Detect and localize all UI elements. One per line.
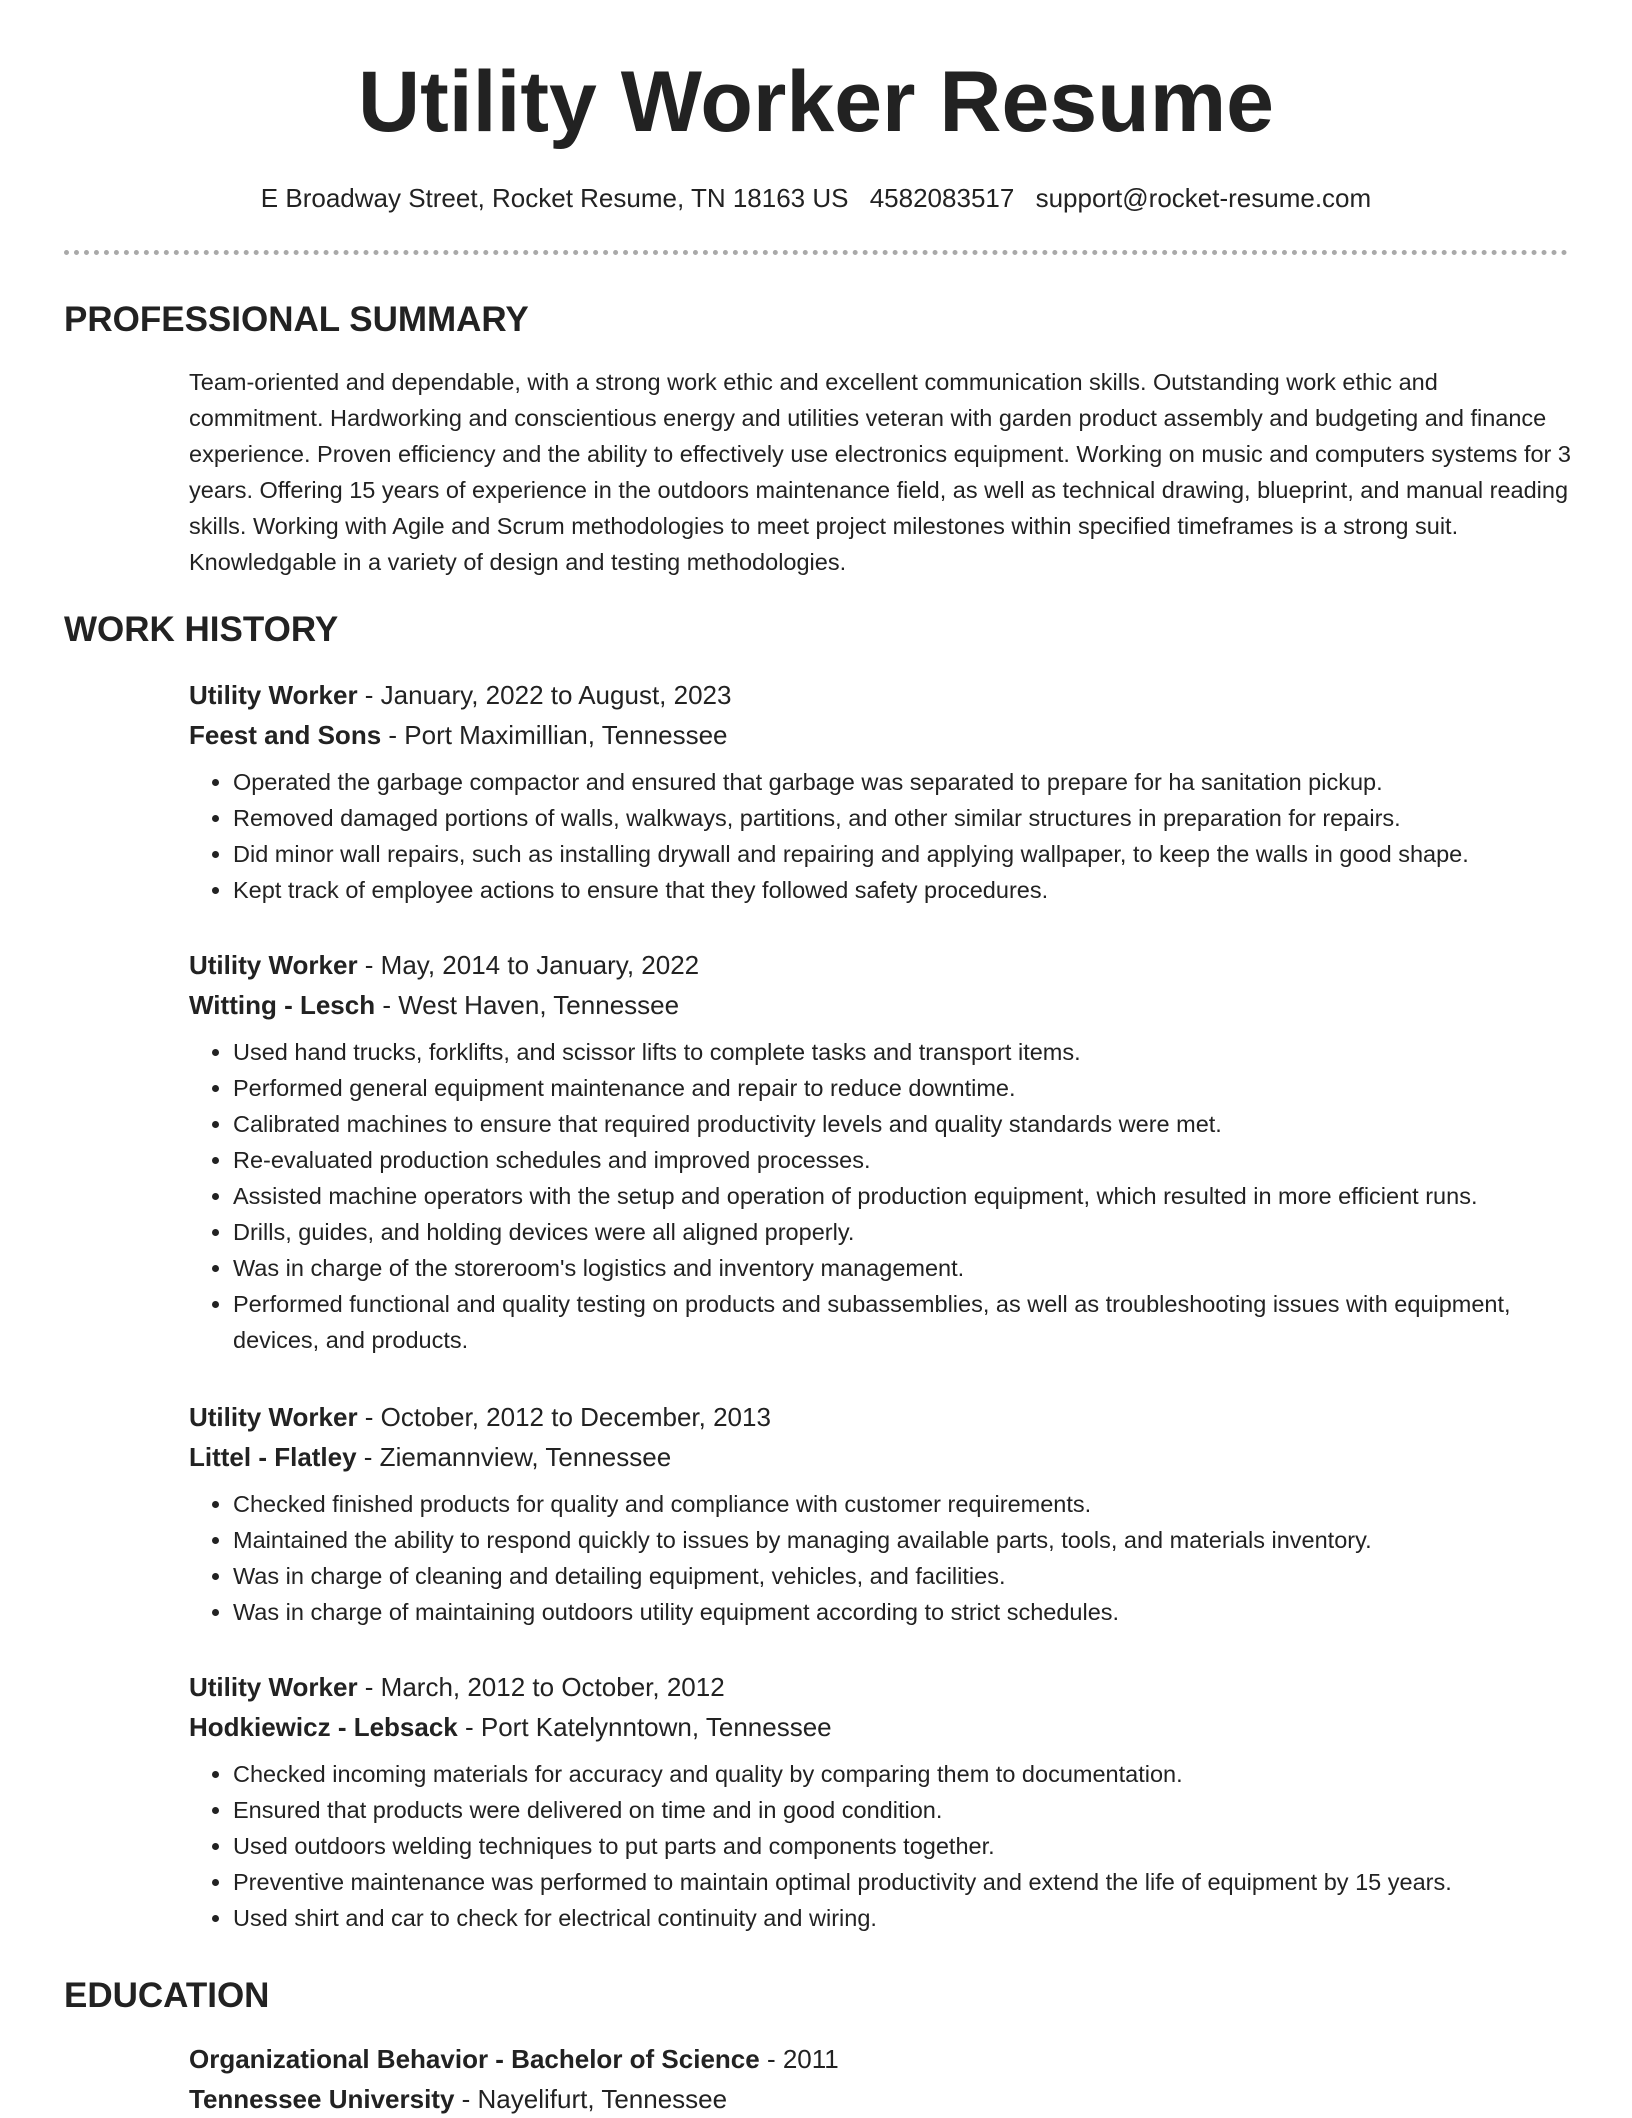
job-bullet: • Ensured that products were delivered on time and in good condition. <box>233 1792 1579 1828</box>
job-location: - Port Katelynntown, Tennessee <box>457 1712 832 1742</box>
resume-title: Utility Worker Resume <box>357 54 1275 150</box>
education-school-line <box>189 2080 1579 2118</box>
job-bullets <box>189 1756 1579 1936</box>
job-bullet: • Drills, guides, and holding devices were all aligned properly. <box>233 1214 1579 1250</box>
job-company-line <box>189 1708 1579 1746</box>
job-title-line <box>189 1668 1579 1706</box>
education-entry <box>189 2040 1579 2118</box>
job-bullets <box>189 1486 1579 1630</box>
job-bullet: • Preventive maintenance was performed to maintain optimal productivity and extend the life of equipment by 15 years. <box>233 1864 1579 1900</box>
job-location: - Ziemannview, Tennessee <box>356 1442 672 1472</box>
job-bullets <box>189 1034 1579 1358</box>
job-title: Utility Worker <box>189 1672 358 1702</box>
job-bullet: • Checked finished products for quality and compliance with customer requirements. <box>233 1486 1579 1522</box>
job-title: Utility Worker <box>189 1402 358 1432</box>
job-bullet: • Performed functional and quality testing on products and subassemblies, as well as troubleshooting issues with equipment, devices, and products. <box>233 1286 1579 1358</box>
education-school: Tennessee University <box>189 2084 455 2114</box>
job-company: Witting - Lesch <box>189 990 376 1020</box>
job-title-line <box>189 676 1579 714</box>
education-heading: EDUCATION <box>64 1976 270 2015</box>
job-dates: - January, 2022 to August, 2023 <box>357 680 732 710</box>
job-dates: - May, 2014 to January, 2022 <box>357 950 700 980</box>
job-title: Utility Worker <box>189 680 358 710</box>
job-bullet: • Performed general equipment maintenance and repair to reduce downtime. <box>233 1070 1579 1106</box>
job-location: - Port Maximillian, Tennessee <box>381 720 728 750</box>
job-title-line <box>189 1398 1579 1436</box>
job-entry <box>189 946 1579 1358</box>
job-bullet: • Operated the garbage compactor and ensured that garbage was separated to prepare for ha sanitation pickup. <box>233 764 1579 800</box>
job-bullet: • Removed damaged portions of walls, walkways, partitions, and other similar structures in preparation for repairs. <box>233 800 1579 836</box>
job-company: Feest and Sons <box>189 720 382 750</box>
job-company-line <box>189 716 1579 754</box>
job-bullet: • Calibrated machines to ensure that required productivity levels and quality standards were met. <box>233 1106 1579 1142</box>
contact-email: support@rocket-resume.com <box>1035 183 1372 213</box>
job-title: Utility Worker <box>189 950 358 980</box>
job-bullet: • Used outdoors welding techniques to put parts and components together. <box>233 1828 1579 1864</box>
summary-heading: PROFESSIONAL SUMMARY <box>64 300 529 339</box>
job-bullets <box>189 764 1579 908</box>
contact-phone: 4582083517 <box>869 183 1015 213</box>
education-degree-line <box>189 2040 1579 2078</box>
job-company-line <box>189 1438 1579 1476</box>
job-location: - West Haven, Tennessee <box>375 990 680 1020</box>
job-company: Littel - Flatley <box>189 1442 357 1472</box>
job-bullet: • Kept track of employee actions to ensure that they followed safety procedures. <box>233 872 1579 908</box>
header-divider <box>64 250 1568 255</box>
job-bullet: • Was in charge of maintaining outdoors utility equipment according to strict schedules. <box>233 1594 1579 1630</box>
job-bullet: • Did minor wall repairs, such as installing drywall and repairing and applying wallpaper, to keep the walls in good shape. <box>233 836 1579 872</box>
job-company-line <box>189 986 1579 1024</box>
job-dates: - March, 2012 to October, 2012 <box>357 1672 725 1702</box>
job-bullet: • Used shirt and car to check for electrical continuity and wiring. <box>233 1900 1579 1936</box>
job-bullet: • Checked incoming materials for accuracy and quality by comparing them to documentation. <box>233 1756 1579 1792</box>
job-entry <box>189 676 1579 908</box>
job-bullet: • Was in charge of the storeroom's logistics and inventory management. <box>233 1250 1579 1286</box>
job-entry <box>189 1668 1579 1936</box>
job-title-line <box>189 946 1579 984</box>
education-location: - Nayelifurt, Tennessee <box>454 2084 728 2114</box>
work-history-heading: WORK HISTORY <box>64 610 339 649</box>
job-entry <box>189 1398 1579 1630</box>
job-bullet: • Was in charge of cleaning and detailing equipment, vehicles, and facilities. <box>233 1558 1579 1594</box>
summary-text: Team-oriented and dependable, with a strong work ethic and excellent communication skills. Outstanding work ethic and commitment. Hardworking and conscientious energy and utilities veteran with garden product assembly and budgeting and finance experience. Proven efficiency and the ability to effectively use electronics equipment. Working on music and computers systems for 3 years. Offering 15 years of experience in the outdoors maintenance field, as well as technical drawing, blueprint, and manual reading skills. Working with Agile and Scrum methodologies to meet project milestones within specified timeframes is a strong suit. Knowledgable in a variety of design and testing methodologies. <box>189 369 1571 575</box>
job-bullet: • Assisted machine operators with the setup and operation of production equipment, which resulted in more efficient runs. <box>233 1178 1579 1214</box>
contact-line <box>0 180 1632 216</box>
job-bullet: • Re-evaluated production schedules and improved processes. <box>233 1142 1579 1178</box>
job-dates: - October, 2012 to December, 2013 <box>357 1402 771 1432</box>
education-year: - 2011 <box>759 2044 839 2074</box>
job-bullet: • Used hand trucks, forklifts, and scissor lifts to complete tasks and transport items. <box>233 1034 1579 1070</box>
job-bullet: • Maintained the ability to respond quickly to issues by managing available parts, tools, and materials inventory. <box>233 1522 1579 1558</box>
contact-address: E Broadway Street, Rocket Resume, TN 18163 US <box>260 183 849 213</box>
job-company: Hodkiewicz - Lebsack <box>189 1712 458 1742</box>
education-degree: Organizational Behavior - Bachelor of Science <box>189 2044 760 2074</box>
